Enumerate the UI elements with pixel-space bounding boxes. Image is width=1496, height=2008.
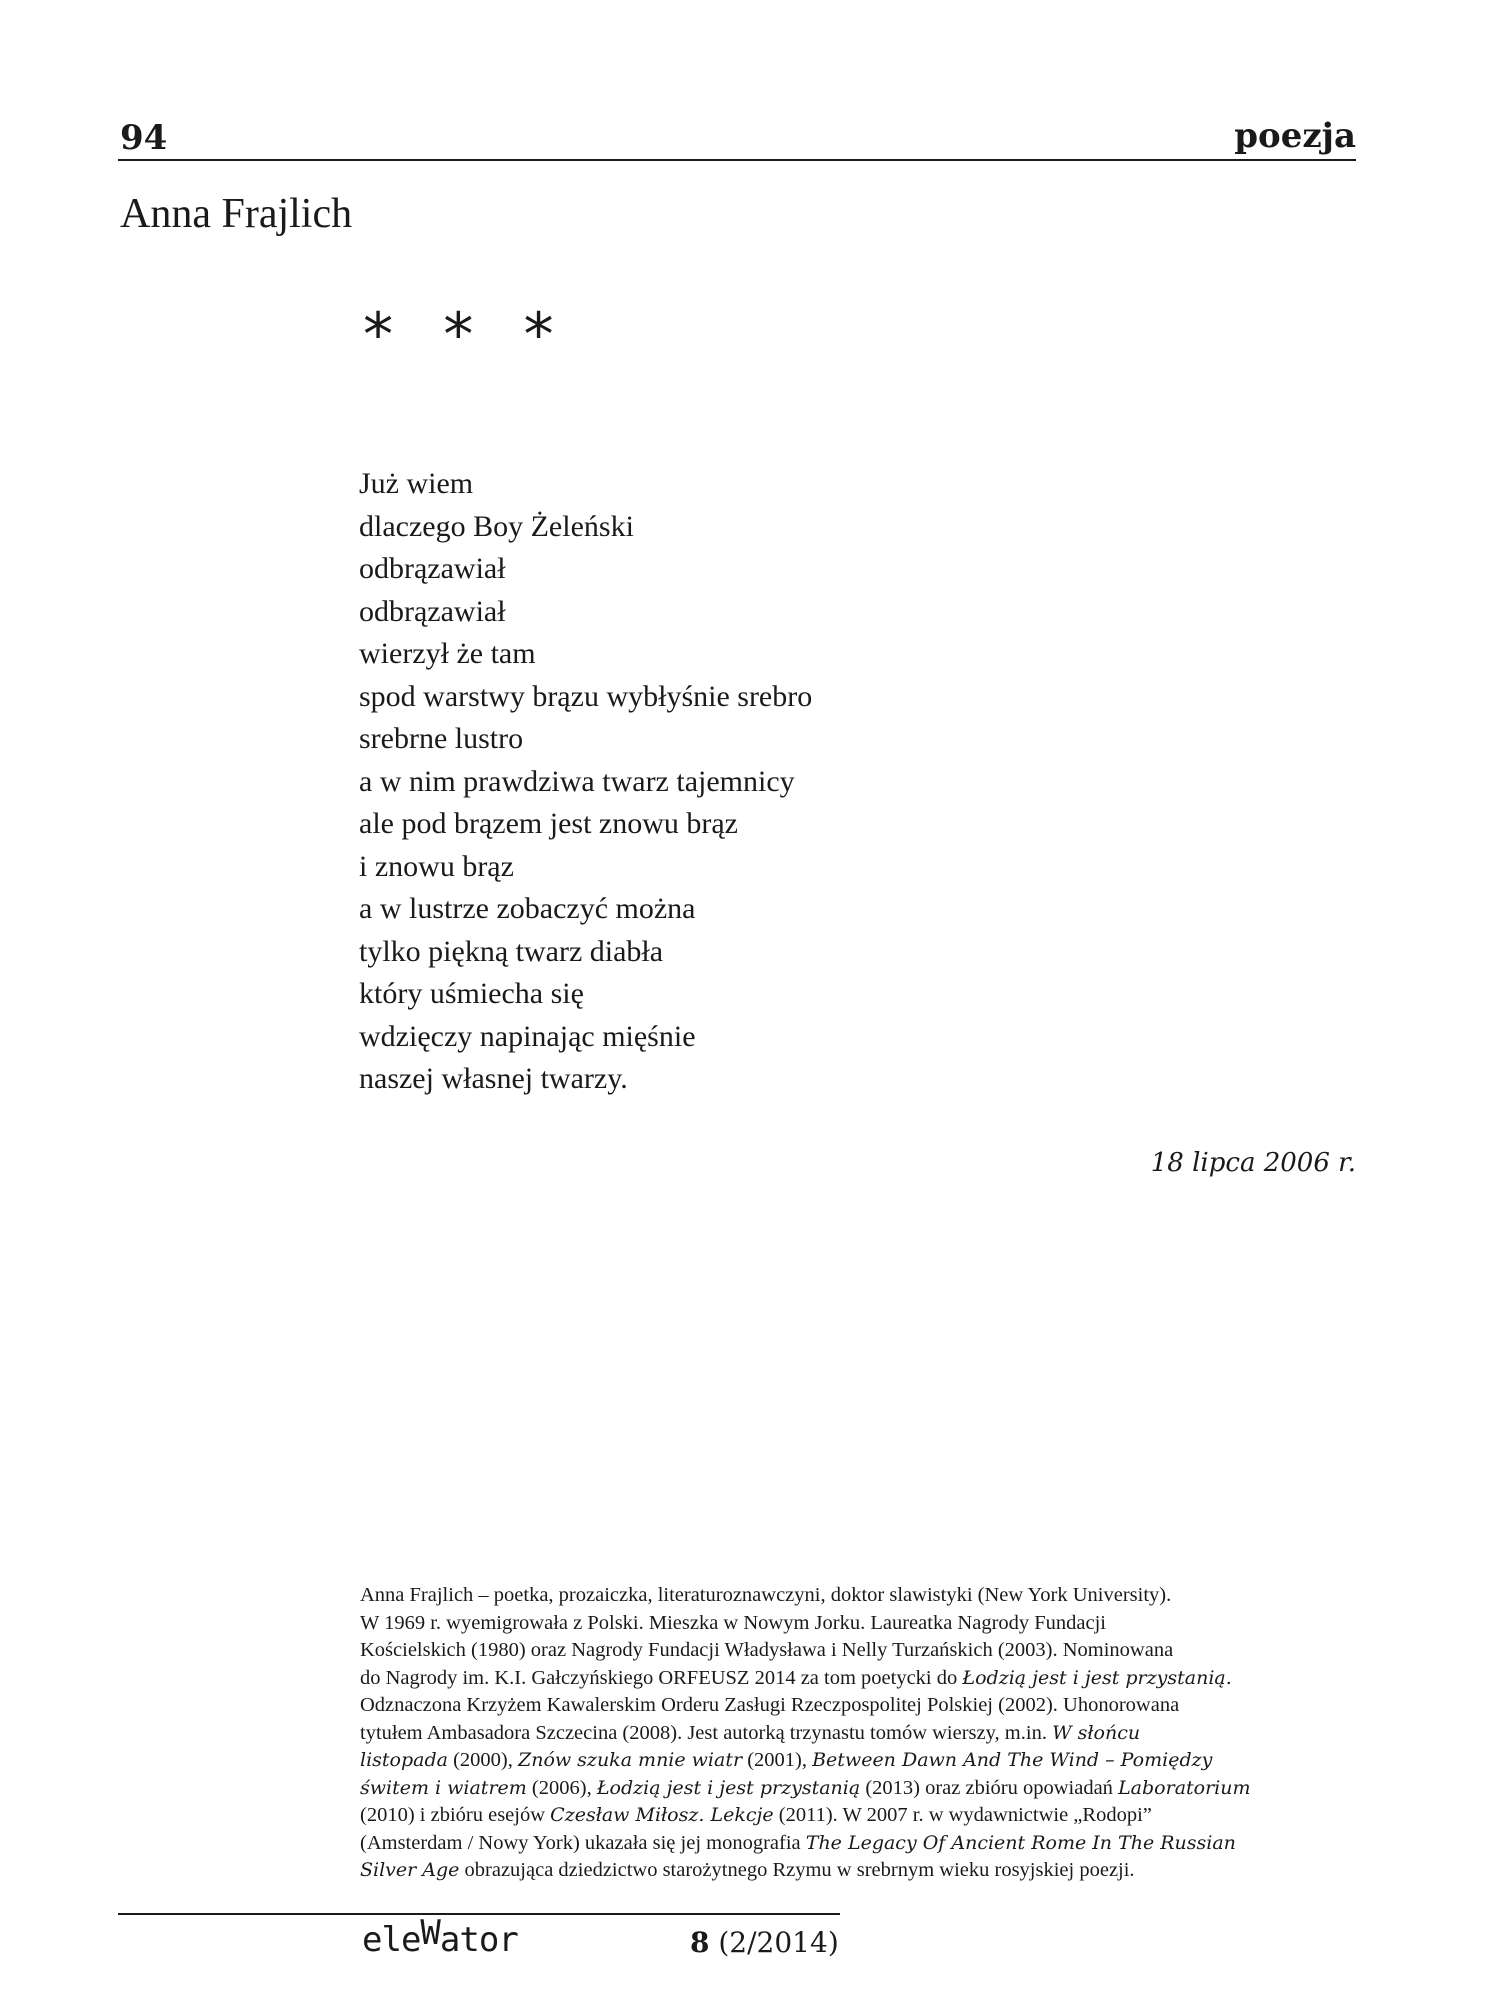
poem-body xyxy=(359,463,1259,1101)
poem-date: 18 lipca 2006 r. xyxy=(1150,1148,1356,1178)
bio-text: (2000), xyxy=(447,1749,518,1771)
bio-book-title: Silver Age xyxy=(360,1859,460,1881)
poem-line: a w lustrze zobaczyć można xyxy=(359,892,696,925)
bio-text: tytułem Ambasadora Szczecina (2008). Jest autorką trzynastu tomów wierszy, m.in. xyxy=(360,1721,1053,1744)
author-name: Anna Frajlich xyxy=(120,191,353,237)
bio-text: W 1969 r. wyemigrowała z Polski. Mieszka w Nowym Jorku. Laureatka Nagrody Fundacji xyxy=(360,1611,1107,1634)
bio-text: (Amsterdam / Nowy York) ukazała się jej monografia xyxy=(360,1831,806,1854)
header-rule xyxy=(118,159,1356,161)
poem-line: srebrne lustro xyxy=(359,722,524,755)
bio-text: obrazująca dziedzictwo starożytnego Rzymu w srebrnym wieku rosyjskiej poezji. xyxy=(459,1859,1135,1881)
bio-book-title: The Legacy Of Ancient Rome In The Russian xyxy=(805,1831,1236,1854)
poem-line: odbrązawiał xyxy=(359,552,506,585)
bio-text: Kościelskich (1980) oraz Nagrody Fundacji Władysława i Nelly Turzańskich (2003). Nominowana xyxy=(360,1639,1174,1661)
bio-book-title: Laboratorium xyxy=(1118,1776,1251,1799)
magazine-logo xyxy=(362,1913,518,1960)
bio-line xyxy=(360,1775,1360,1803)
logo-part: ator xyxy=(439,1920,518,1960)
bio-book-title: Łodzią jest i jest przystanią. xyxy=(962,1666,1232,1689)
poem-line: i znowu brąz xyxy=(359,849,514,883)
section-label: poezja xyxy=(1234,116,1356,156)
footer-rule xyxy=(118,1913,840,1915)
bio-book-title: Czesław Miłosz. Lekcje xyxy=(550,1804,774,1826)
bio-line xyxy=(360,1802,1360,1830)
page-number: 94 xyxy=(120,118,168,158)
bio-text: (2011). W 2007 r. w wydawnictwie „Rodopi” xyxy=(773,1804,1152,1826)
bio-book-title: świtem i wiatrem xyxy=(360,1776,527,1799)
bio-book-title: Znów szuka mnie wiatr xyxy=(518,1749,743,1771)
bio-line xyxy=(360,1747,1360,1775)
bio-text: Odznaczona Krzyżem Kawalerskim Orderu Zasługi Rzeczpospolitej Polskiej (2002). Uhonorowana xyxy=(360,1694,1180,1716)
poem-line: który uśmiecha się xyxy=(359,977,584,1010)
issue-number xyxy=(690,1926,839,1959)
poem-line: dlaczego Boy Żeleński xyxy=(359,509,634,543)
bio-text: do Nagrody im. K.I. Gałczyńskiego ORFEUSZ 2014 za tom poetycki do xyxy=(360,1666,963,1689)
bio-text: (2001), xyxy=(742,1749,813,1771)
logo-part: ele xyxy=(362,1920,421,1960)
bio-line xyxy=(360,1830,1360,1858)
bio-line xyxy=(360,1857,1360,1885)
bio-line xyxy=(360,1610,1360,1638)
bio-line xyxy=(360,1720,1360,1748)
poem-line: a w nim prawdziwa twarz tajemnicy xyxy=(359,764,795,798)
bio-book-title: Łodzią jest i jest przystanią xyxy=(596,1776,861,1799)
bio-line xyxy=(360,1692,1360,1720)
bio-text: Anna Frajlich – poetka, prozaiczka, literaturoznawczyni, doktor slawistyki (New York University). xyxy=(360,1584,1172,1606)
poem-title: * * * xyxy=(360,300,561,370)
bio-text: (2006), xyxy=(526,1776,597,1799)
poem-line: naszej własnej twarzy. xyxy=(359,1062,628,1095)
poem-line: wdzięczy napinając mięśnie xyxy=(359,1019,696,1053)
bio-line xyxy=(360,1637,1360,1665)
poem-line: spod warstwy brązu wybłyśnie srebro xyxy=(359,679,813,713)
bio-line xyxy=(360,1665,1360,1693)
bio-text: (2013) oraz zbióru opowiadań xyxy=(860,1776,1119,1799)
poem-line: wierzył że tam xyxy=(359,637,536,670)
logo-part: W xyxy=(420,1913,440,1953)
poem-line: tylko piękną twarz diabła xyxy=(359,934,664,968)
poem-line: Już wiem xyxy=(359,467,474,500)
issue-number-bold: 8 xyxy=(690,1926,710,1959)
bio-book-title: W słońcu xyxy=(1052,1721,1141,1744)
bio-text: (2010) i zbióru esejów xyxy=(360,1804,551,1826)
author-bio xyxy=(360,1582,1360,1885)
bio-book-title: listopada xyxy=(360,1749,448,1771)
bio-book-title: Between Dawn And The Wind – Pomiędzy xyxy=(812,1749,1213,1771)
issue-detail: (2/2014) xyxy=(709,1926,839,1959)
bio-line xyxy=(360,1582,1360,1610)
poem-line: odbrązawiał xyxy=(359,594,506,628)
poem-line: ale pod brązem jest znowu brąz xyxy=(359,807,738,840)
